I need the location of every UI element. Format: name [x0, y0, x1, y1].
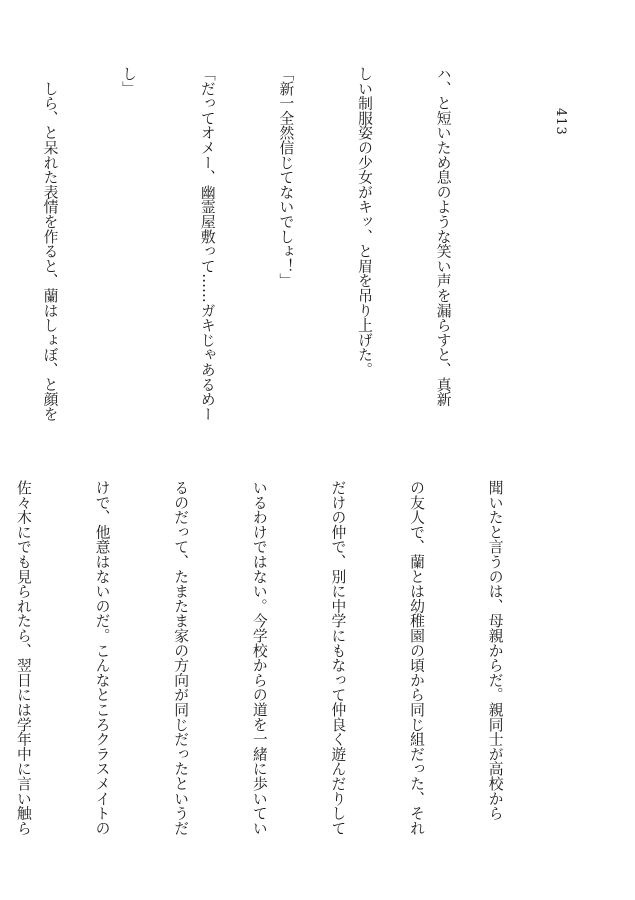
text-line: 佐々木にでも見られたら、翌日には学年中に言い触ら [14, 480, 32, 836]
text-block-bottom [14, 480, 560, 836]
text-line: 「新一全然信じてないでしょ！」 [277, 66, 295, 288]
text-line: の友人で、蘭とは幼稚園の頃から同じ組だった、それ [407, 480, 425, 836]
text-line: いるわけではない。今学校からの道を一緒に歩いてい [250, 480, 268, 836]
text-block-top [41, 66, 508, 422]
text-line: 「だってオメー、幽霊屋敷って……ガキじゃあるめー [198, 66, 216, 422]
text-line: だけの仲で、別に中学にもなって仲良く遊んだりして [329, 480, 347, 836]
text-line: しい制服姿の少女がキッ、と眉を吊り上げた。 [355, 66, 373, 377]
text-line: し」 [120, 66, 138, 96]
text-line: るのだって、たまたま家の方向が同じだったというだ [172, 480, 190, 836]
page-number: 413 [553, 108, 568, 136]
text-line: ハ、と短いため息のような笑い声を漏らすと、真新 [434, 66, 452, 407]
text-line: しら、と呆れた表情を作ると、蘭はしょぼ、と顔を [41, 66, 59, 422]
text-line: けで、他意はないのだ。こんなところクラスメイトの [93, 480, 111, 836]
text-line: 聞いたと言うのは、母親からだ。親同士が高校から [486, 480, 504, 821]
